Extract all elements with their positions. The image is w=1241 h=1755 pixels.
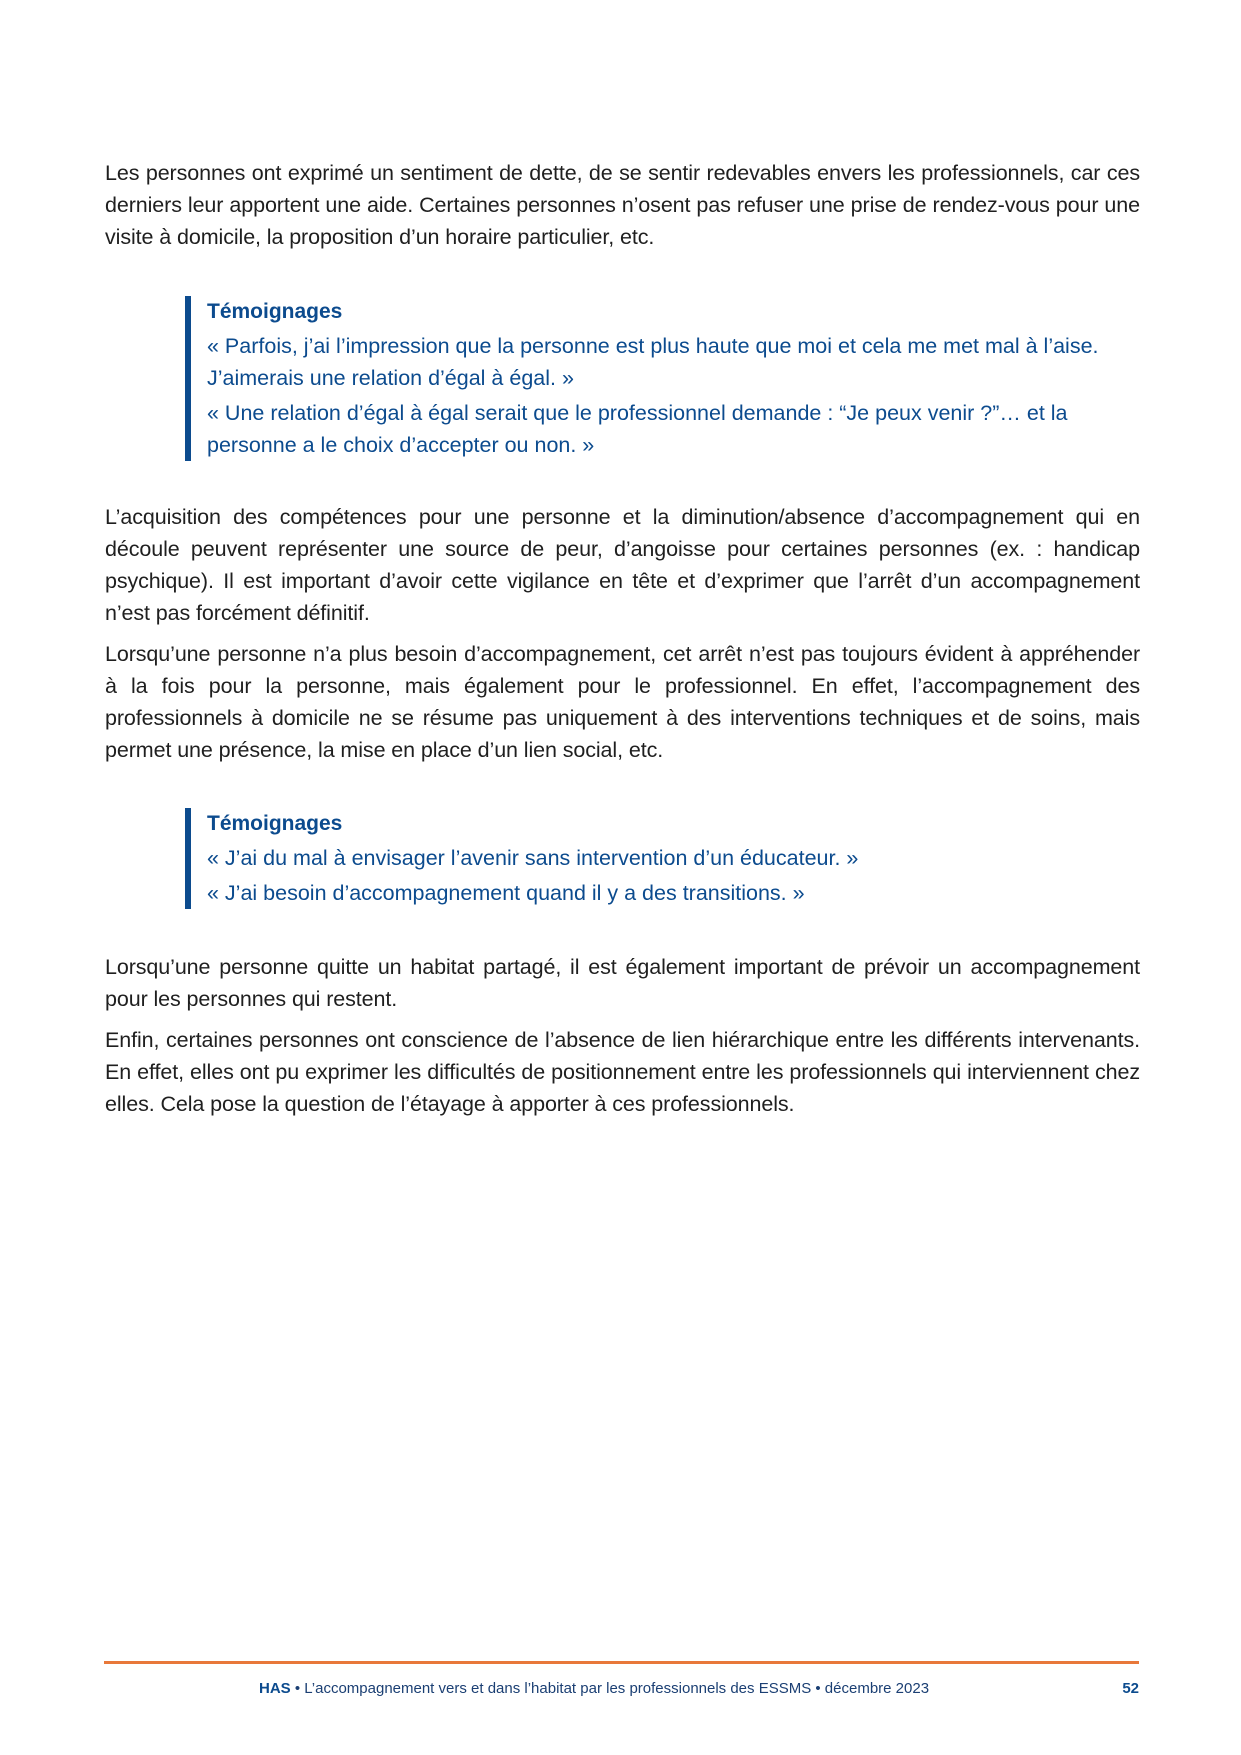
paragraph-debt-feeling: Les personnes ont exprimé un sentiment de dette, de se sentir redevables envers les professionnels, car ces derniers leur apportent une aide. Certaines personnes n’osent pas refuser une prise de rendez-vous pour une visite à domicile, la proposition d’un horaire particulier, etc. xyxy=(105,161,1140,249)
testimony-quote: « Parfois, j’ai l’impression que la personne est plus haute que moi et cela me met mal à l’aise. J’aimerais une relation d’égal à égal. » xyxy=(207,334,1099,390)
footer-text xyxy=(259,1680,929,1697)
testimony-quote: « Une relation d’égal à égal serait que le professionnel demande : “Je peux venir ?”… et la personne a le choix d’accepter ou non. » xyxy=(207,401,1068,457)
testimony-title: Témoignages xyxy=(207,812,343,835)
testimony-title: Témoignages xyxy=(207,300,343,323)
testimony-quote: « J’ai besoin d’accompagnement quand il y a des transitions. » xyxy=(207,881,805,905)
testimony-box-1 xyxy=(185,296,1152,461)
page-content xyxy=(105,157,1140,1129)
footer-separator: • xyxy=(290,1680,305,1697)
paragraph-hierarchy: Enfin, certaines personnes ont conscience de l’absence de lien hiérarchique entre les différents intervenants. En effet, elles ont pu exprimer les difficultés de positionnement entre les professionnels qui interviennent chez elles. Cela pose la question de l’étayage à apporter à ces professionnels. xyxy=(105,1028,1140,1116)
paragraph-skills-acquisition: L’acquisition des compétences pour une personne et la diminution/absence d’accompagnement qui en découle peuvent représenter une source de peur, d’angoisse pour certaines personnes (ex. : handicap psychique). Il est important d’avoir cette vigilance en tête et d’exprimer que l’arrêt d’un accompagnement n’est pas forcément définitif. xyxy=(105,505,1140,625)
footer-brand: HAS xyxy=(259,1680,291,1697)
footer-document-title: L’accompagnement vers et dans l’habitat par les professionnels des ESSMS • décembre 2023 xyxy=(304,1680,930,1697)
testimony-quote: « J’ai du mal à envisager l’avenir sans intervention d’un éducateur. » xyxy=(207,846,859,870)
paragraph-end-of-support: Lorsqu’une personne n’a plus besoin d’accompagnement, cet arrêt n’est pas toujours évident à appréhender à la fois pour la personne, mais également pour le professionnel. En effet, l’accompagnement des professionnels à domicile ne se résume pas uniquement à des interventions techniques et de soins, mais permet une présence, la mise en place d’un lien social, etc. xyxy=(105,642,1140,762)
testimony-box-2 xyxy=(185,808,1152,909)
paragraph-shared-housing: Lorsqu’une personne quitte un habitat partagé, il est également important de prévoir un accompagnement pour les personnes qui restent. xyxy=(105,955,1140,1011)
footer-divider xyxy=(104,1661,1139,1664)
page-number: 52 xyxy=(1122,1680,1139,1697)
